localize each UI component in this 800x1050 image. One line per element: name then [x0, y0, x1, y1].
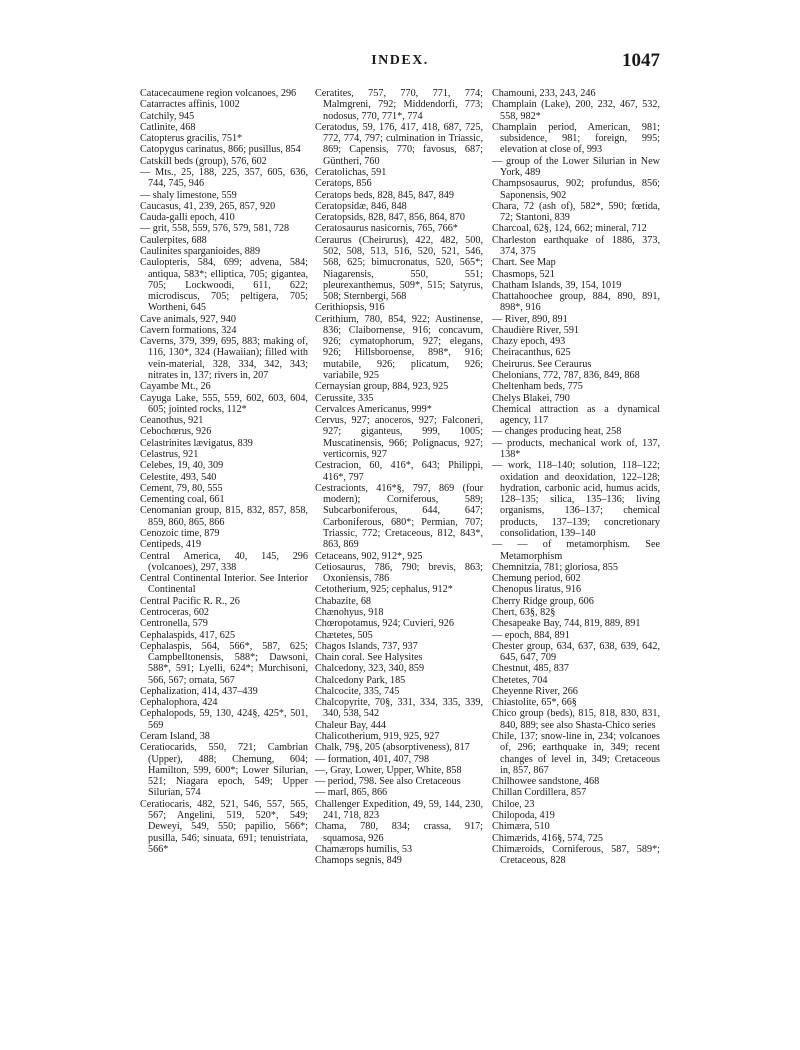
index-entry: Ceratiocaris, 482, 521, 546, 557, 565, 567; Angelini, 519, 520*, 549; Deweyi, 549, 550; papilio, 566*; pusilla, 546; sinuata, 691; tenuistriata, 566*: [140, 798, 308, 855]
index-entry: Celebes, 19, 40, 309: [140, 460, 224, 472]
index-entry: Cenomanian group, 815, 832, 857, 858, 859, 860, 865, 866: [140, 505, 308, 528]
index-entry: Celestite, 493, 540: [140, 471, 217, 483]
index-entry: Ceratops beds, 828, 845, 847, 849: [315, 189, 454, 201]
index-entry: Cementing coal, 661: [140, 494, 225, 506]
index-entry: Cavern formations, 324: [140, 324, 237, 336]
index-entry: Cayuga Lake, 555, 559, 602, 603, 604, 605; jointed rocks, 112*: [140, 392, 308, 415]
index-entry: Cervalces Americanus, 999*: [315, 403, 432, 415]
index-entry: Ceratolichas, 591: [315, 166, 387, 178]
index-entry: Chabazite, 68: [315, 595, 372, 607]
index-entry: Catlinite, 468: [140, 121, 196, 133]
index-entry: Chimærids, 416§, 574, 725: [492, 832, 603, 844]
index-entry: Ceratites, 757, 770, 771, 774; Malmgreni, 792; Middendorfi, 773; nodosus, 770, 771*, 774: [315, 88, 483, 122]
index-entry: Central Pacific R. R., 26: [140, 595, 240, 607]
index-entry: — group of the Lower Silurian in New York, 489: [492, 155, 660, 178]
index-entry: Chattahoochee group, 884, 890, 891, 898*, 916: [492, 291, 660, 314]
index-entry: — River, 890, 891: [492, 313, 568, 325]
index-entry: Chenopus liratus, 916: [492, 584, 582, 596]
index-entry: Ceratiocarids, 550, 721; Cambrian (Upper), 488; Chemung, 604; Hamilton, 599, 600*; Lower Silurian, 521; Niagara epoch, 549; Upper Silurian, 574: [140, 742, 308, 799]
index-entry: Ceratopsidæ, 846, 848: [315, 200, 407, 212]
index-entry: Chestnut, 485, 837: [492, 663, 569, 675]
index-entry: Caulopteris, 584, 699; advena, 584; antiqua, 583*; elliptica, 705; gigantea, 705; Lockwoodi, 611, 622; microdiscus, 705; peltigera, 705; Wortheni, 645: [140, 257, 308, 314]
index-entry: Cave animals, 927, 940: [140, 313, 236, 325]
index-entry: Chilhowee sandstone, 468: [492, 776, 600, 788]
index-entry: —, Gray, Lower, Upper, White, 858: [315, 764, 462, 776]
index-entry: Chain coral. See Halysites: [315, 652, 423, 664]
index-entry: Chœropotamus, 924; Cuvieri, 926: [315, 618, 454, 630]
index-entry: Cheirurus. See Ceraurus: [492, 358, 592, 370]
index-column-3: [492, 88, 660, 866]
index-entry: Catchily, 945: [140, 110, 195, 122]
index-entry: Cauda-galli epoch, 410: [140, 212, 235, 224]
index-entry: Centroceras, 602: [140, 606, 210, 618]
index-entry: Charleston earthquake of 1886, 373, 374, 375: [492, 234, 660, 257]
index-entry: Chemnitzia, 781; gloriosa, 855: [492, 561, 618, 573]
index-entry: — formation, 401, 407, 798: [315, 753, 430, 765]
index-entry: Chert, 63§, 82§: [492, 606, 556, 618]
index-entry: Cenozoic time, 879: [140, 527, 220, 539]
index-entry: Chelys Blakei, 790: [492, 392, 570, 404]
index-entry: Chamouni, 233, 243, 246: [492, 88, 596, 99]
index-entry: Chamops segnis, 849: [315, 855, 402, 867]
index-entry: Chillan Cordillera, 857: [492, 787, 587, 799]
index-entry: Chester group, 634, 637, 638, 639, 642, 645, 647, 709: [492, 640, 660, 664]
index-entry: Cerithiopsis, 916: [315, 302, 385, 314]
index-entry: Chetetes, 704: [492, 674, 548, 686]
index-entry: Cerithium, 780, 854, 922; Austinense, 836; Claibornense, 916; concavum, 926; cymatophorum, 927; elegans, 926; Hillsboroense, 898*, 916; mutabile, 926; plicatum, 926; variabile, 925: [315, 313, 483, 382]
index-entry: Cephalopods, 59, 130, 424§, 425*, 501, 569: [140, 708, 308, 731]
index-column-2: [315, 88, 483, 866]
index-entry: — epoch, 884, 891: [492, 629, 570, 641]
index-entry: Cetotherium, 925; cephalus, 912*: [315, 584, 453, 596]
index-entry: Chara, 72 (ash of), 582*, 590; fœtida, 72; Stantoni, 839: [492, 200, 660, 224]
index-entry: Catacecaumene region volcanoes, 296: [140, 88, 297, 99]
index-entry: Chiastolite, 65*, 66§: [492, 697, 577, 709]
index-entry: Chaudière River, 591: [492, 324, 580, 336]
index-entry: Chalcedony, 323, 340, 859: [315, 663, 425, 675]
index-entry: Centronella, 579: [140, 618, 208, 630]
index-entry: Celastrinites lævigatus, 839: [140, 437, 253, 449]
index-entry: Central America, 40, 145, 296 (volcanoes), 297, 338: [140, 550, 308, 573]
index-entry: Cebochœrus, 926: [140, 426, 212, 438]
index-entry: Caucasus, 41, 239, 265, 857, 920: [140, 200, 276, 212]
index-entry: Cheiracanthus, 625: [492, 347, 571, 359]
index-entry: Chelonians, 772, 787, 836, 849, 868: [492, 370, 640, 382]
index-entry: Ceratops, 856: [315, 178, 372, 190]
index-entry: Ceratopsids, 828, 847, 856, 864, 870: [315, 212, 465, 224]
index-entry: Challenger Expedition, 49, 59, 144, 230, 241, 718, 823: [315, 798, 483, 821]
index-entry: Cheyenne River, 266: [492, 685, 578, 697]
index-entry: Chalcocite, 335, 745: [315, 685, 400, 697]
index-entry: Cetiosaurus, 786, 790; brevis, 863; Oxoniensis, 786: [315, 561, 483, 585]
index-entry: Cherry Ridge group, 606: [492, 595, 594, 607]
index-entry: Chalk, 79§, 205 (absorptiveness), 817: [315, 742, 470, 754]
index-entry: — work, 118–140; solution, 118–122; oxidation and deoxidation, 122–128; hydration, carbonic acid, humus acids, 128–135; silica, 135–136; living organisms, 136–137; chemical products, 137–139; concretionary consolidation, 139–140: [492, 460, 660, 539]
index-entry: Ceanothus, 921: [140, 415, 204, 427]
index-entry: Chimæra, 510: [492, 821, 550, 833]
index-entry: Chilopoda, 419: [492, 810, 555, 821]
index-entry: Caulinites sparganioides, 889: [140, 245, 261, 257]
index-entry: Cephalaspids, 417, 625: [140, 629, 236, 641]
index-entry: — period, 798. See also Cretaceous: [315, 776, 461, 788]
index-entry: Charcoal, 62§, 124, 662; mineral, 712: [492, 223, 647, 235]
index-entry: — Mts., 25, 188, 225, 357, 605, 636, 744, 745, 946: [140, 166, 308, 190]
index-entry: Catopygus carinatus, 866; pusillus, 854: [140, 144, 301, 156]
index-entry: Chile, 137; snow-line in, 234; volcanoes of, 296; earthquake in, 349; recent changes of level in, 349; Cretaceous in, 857, 867: [492, 731, 660, 776]
index-entry: — — of metamorphism. See Metamorphism: [492, 539, 660, 562]
index-entry: Chama, 780, 834; crassa, 917; squamosa, 926: [315, 821, 483, 844]
index-entry: Cayambe Mt., 26: [140, 381, 211, 393]
index-entry: — products, mechanical work of, 137, 138*: [492, 437, 660, 460]
index-entry: Chalcedony Park, 185: [315, 674, 406, 686]
index-entry: Champsosaurus, 902; profundus, 856; Saponensis, 902: [492, 178, 660, 201]
page-number: 1047: [622, 50, 660, 71]
index-entry: Chazy epoch, 493: [492, 336, 566, 348]
page-header: [140, 50, 660, 74]
index-entry: Chesapeake Bay, 744, 819, 889, 891: [492, 618, 641, 630]
index-entry: Caulerpites, 688: [140, 234, 207, 246]
index-entry: Chalcopyrite, 70§, 331, 334, 335, 339, 340, 538, 542: [315, 697, 483, 720]
index-entry: — grit, 558, 559, 576, 579, 581, 728: [140, 223, 290, 235]
index-entry: Chiloe, 23: [492, 798, 535, 810]
index-entry: Cernaysian group, 884, 923, 925: [315, 381, 449, 393]
index-entry: Ceratosaurus nasicornis, 765, 766*: [315, 223, 458, 235]
index-entry: — shaly limestone, 559: [140, 189, 237, 201]
index-entry: Chemung period, 602: [492, 573, 581, 585]
index-entry: Catarractes affinis, 1002: [140, 99, 240, 111]
index-entry: Catopterus gracilis, 751*: [140, 133, 243, 145]
index-entry: Chasmops, 521: [492, 268, 555, 280]
index-entry: Chemical attraction as a dynamical agency, 117: [492, 403, 660, 427]
index-entry: Chimæroids, Corniferous, 587, 589*; Cretaceous, 828: [492, 843, 660, 867]
index-entry: Chico group (beds), 815, 818, 830, 831, 840, 889; see also Shasta-Chico series: [492, 708, 660, 731]
index-entry: Cement, 79, 80, 555: [140, 482, 223, 494]
index-entry: Chart. See Map: [492, 257, 556, 269]
index-entry: Champlain period, American, 981; subsidence, 981; foreign, 995; elevation at close of, 993: [492, 121, 660, 156]
index-entry: Cestracion, 60, 416*, 643; Philippi, 416*, 797: [315, 460, 483, 483]
index-entry: — changes producing heat, 258: [492, 426, 622, 438]
index-entry: Cheltenham beds, 775: [492, 381, 583, 393]
index-entry: Cerussite, 335: [315, 392, 374, 404]
index-entry: Ceraurus (Cheirurus), 422, 482, 500, 502, 508, 513, 516, 520, 521, 546, 568, 625; bimucronatus, 520, 565*; Niagarensis, 550, 551; pleurexanthemus, 509*, 515; Satyrus, 508; Sternbergi, 568: [315, 234, 483, 303]
index-entry: Central Continental Interior. See Interior Continental: [140, 573, 308, 596]
index-entry: Centipeds, 419: [140, 539, 202, 551]
index-entry: Chænohyus, 918: [315, 606, 384, 618]
index-entry: Celastrus, 921: [140, 449, 199, 460]
index-entry: Cervus, 927; anoceros, 927; Falconeri, 927; giganteus, 999, 1005; Muscatinensis, 966; Polignacus, 927; verticornis, 927: [315, 415, 483, 460]
index-entry: Champlain (Lake), 200, 232, 467, 532, 558, 982*: [492, 99, 660, 122]
index-entry: Cetaceans, 902, 912*, 925: [315, 550, 423, 562]
page-title: INDEX.: [371, 53, 429, 68]
index-entry: — marl, 865, 866: [315, 787, 388, 799]
index-entry: Chalicotherium, 919, 925, 927: [315, 731, 440, 743]
index-entry: Chætetes, 505: [315, 629, 373, 641]
index-entry: Chagos Islands, 737, 937: [315, 640, 418, 652]
index-entry: Chamærops humilis, 53: [315, 843, 413, 855]
index-entry: Ceram Island, 38: [140, 731, 210, 743]
index-entry: Chaleur Bay, 444: [315, 719, 386, 731]
index-entry: Cephalophora, 424: [140, 697, 218, 709]
index-column-1: [140, 88, 308, 855]
index-entry: Cestracionts, 416*§, 797, 869 (four modern); Corniferous, 589; Subcarboniferous, 644, 647; Carboniferous, 680*; Permian, 707; Triassic, 772; Cretaceous, 812, 843*, 863, 869: [315, 482, 483, 551]
index-entry: Caverns, 379, 399, 695, 883; making of, 116, 130*, 324 (Hawaiian); filled with vein-material, 328, 334, 342, 343; nitrates in, 137; rivers in, 207: [140, 336, 308, 382]
index-entry: Ceratodus, 59, 176, 417, 418, 687, 725, 772, 774, 797; culmination in Triassic, 869; Capensis, 770; favosus, 687; Güntheri, 760: [315, 121, 483, 167]
index-entry: Cephalization, 414, 437–439: [140, 685, 258, 697]
index-entry: Chatham Islands, 39, 154, 1019: [492, 279, 622, 291]
index-entry: Catskill beds (group), 576, 602: [140, 155, 267, 167]
index-entry: Cephalaspis, 564, 566*, 587, 625; Campbelltonensis, 588*; Dawsoni, 588*, 591; Lyelli, 624*; Murchisoni, 566, 567; ornata, 567: [140, 640, 308, 686]
